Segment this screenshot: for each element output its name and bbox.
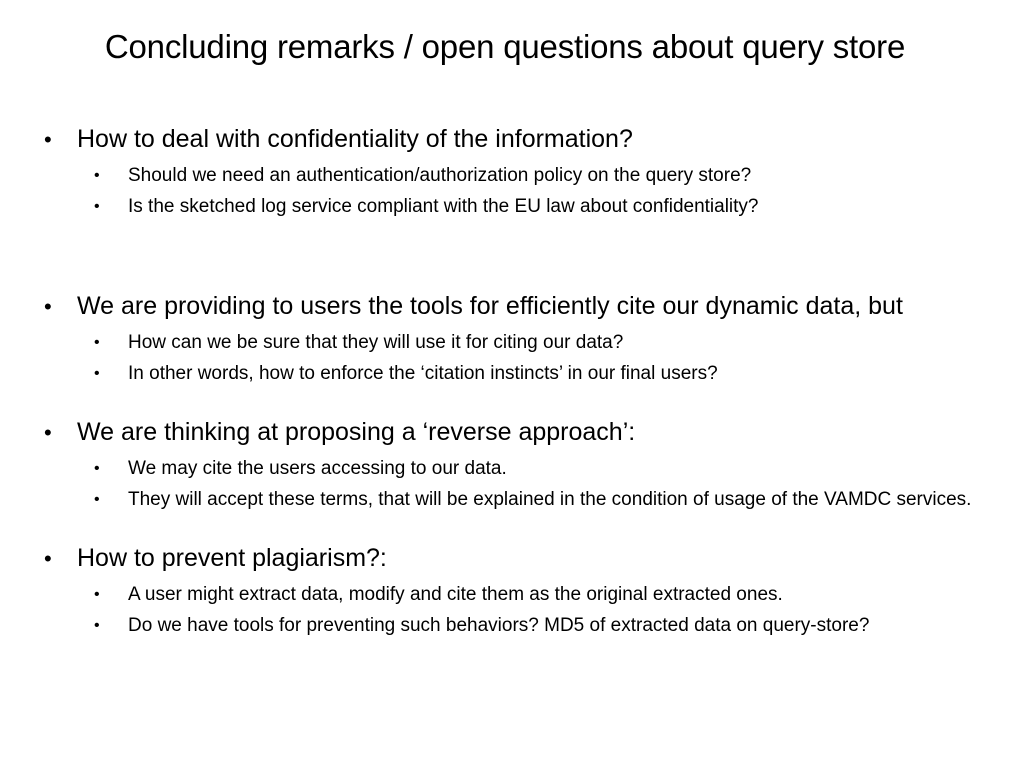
slide-title: Concluding remarks / open questions about query store [104,28,906,65]
bullet-dot-icon: • [94,491,100,508]
bullet-dot-icon: • [94,365,100,382]
bullet-dot-icon: • [44,127,52,152]
bullet-citation-tools [44,286,984,327]
bullet-dot-icon: • [94,167,100,184]
bullet-group-confidentiality [44,119,984,222]
sub-bullet-list [94,453,984,515]
sub-bullet-text: A user might extract data, modify and cite them as the original extracted ones. [128,584,783,605]
sub-bullet-text: We may cite the users accessing to our data. [128,458,507,479]
sub-bullet-item [94,191,984,222]
bullet-dot-icon: • [94,198,100,215]
sub-bullet-text: How can we be sure that they will use it for citing our data? [128,332,624,353]
bullet-reverse-approach [44,412,984,453]
bullet-dot-icon: • [94,334,100,351]
sub-bullet-item [94,579,984,610]
bullet-dot-icon: • [44,420,52,445]
sub-bullet-list [94,579,984,641]
sub-bullet-text: Is the sketched log service compliant with the EU law about confidentiality? [128,196,759,217]
sub-bullet-item [94,327,984,358]
bullet-plagiarism [44,538,984,579]
bullet-text: How to prevent plagiarism?: [77,544,387,572]
bullet-dot-icon: • [44,294,52,319]
bullet-dot-icon: • [94,617,100,634]
bullet-text: We are providing to users the tools for efficiently cite our dynamic data, but [77,292,903,320]
bullet-dot-icon: • [94,586,100,603]
sub-bullet-item [94,453,984,484]
sub-bullet-list [94,327,984,389]
sub-bullet-item [94,610,984,641]
sub-bullet-text: They will accept these terms, that will be explained in the condition of usage of the VAMDC services. [128,489,972,510]
bullet-dot-icon: • [44,546,52,571]
bullet-list [44,119,984,641]
bullet-text: How to deal with confidentiality of the information? [77,125,633,153]
sub-bullet-text: In other words, how to enforce the ‘citation instincts’ in our final users? [128,363,718,384]
sub-bullet-text: Should we need an authentication/authorization policy on the query store? [128,165,752,186]
sub-bullet-item [94,358,984,389]
bullet-confidentiality [44,119,984,160]
sub-bullet-item [94,484,984,515]
sub-bullet-text: Do we have tools for preventing such behaviors? MD5 of extracted data on query-store? [128,615,870,636]
sub-bullet-list [94,160,984,222]
sub-bullet-item [94,160,984,191]
bullet-group-citation-tools [44,286,984,389]
bullet-dot-icon: • [94,460,100,477]
bullet-group-reverse-approach [44,412,984,515]
bullet-group-plagiarism [44,538,984,641]
bullet-text: We are thinking at proposing a ‘reverse approach’: [77,418,636,446]
